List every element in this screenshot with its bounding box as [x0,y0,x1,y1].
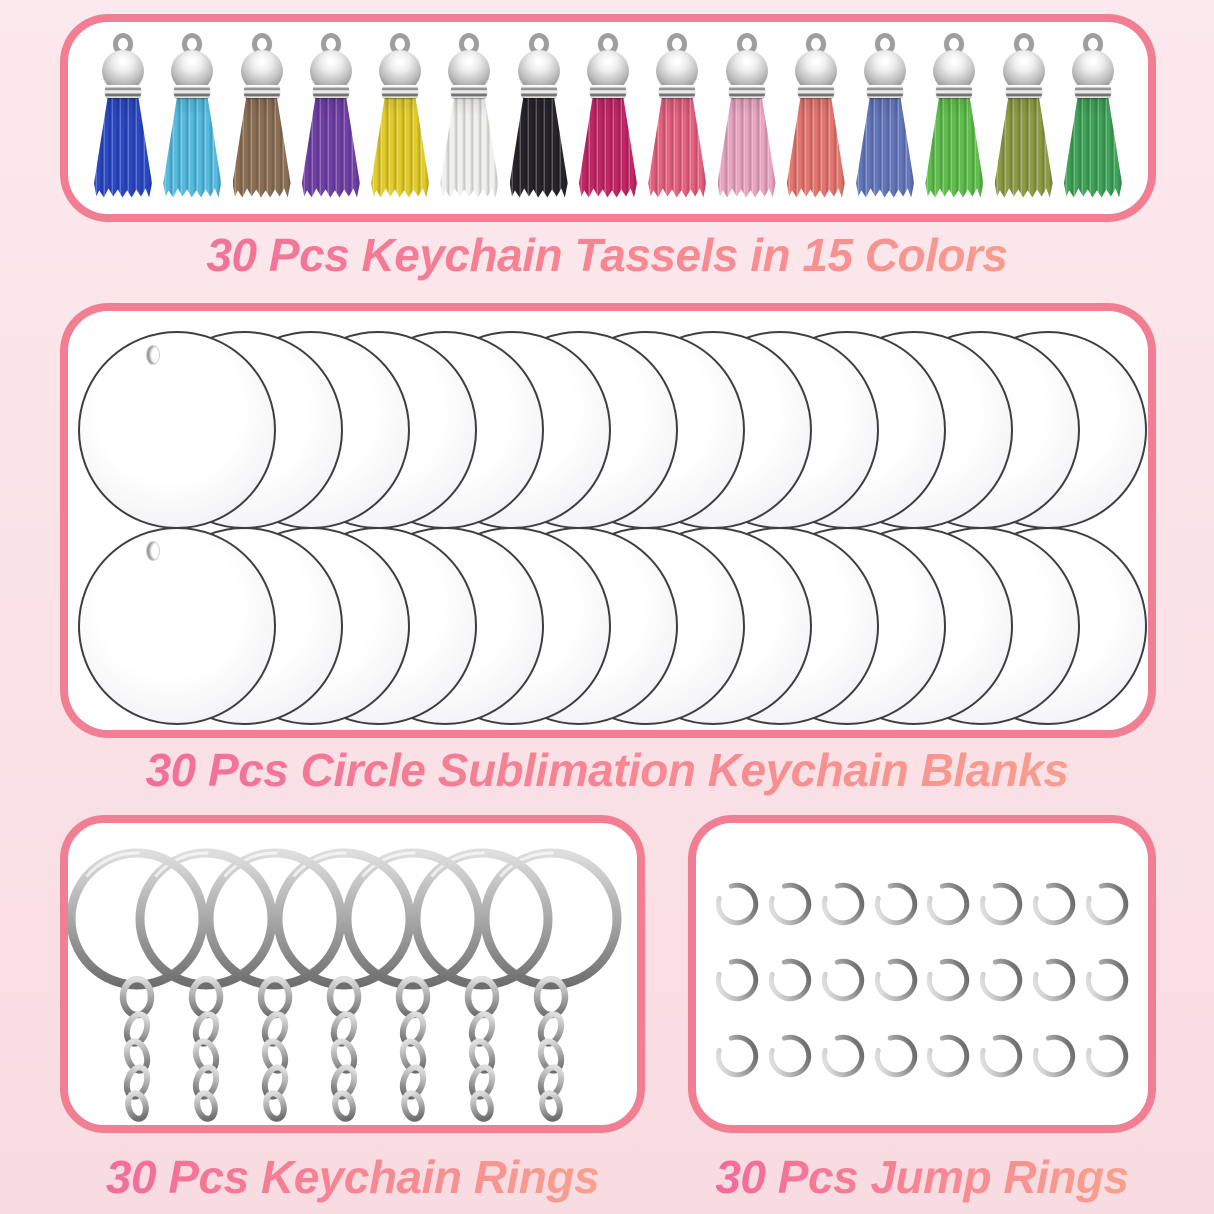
tassel-body [371,96,429,198]
tassel-collar [729,85,765,98]
tassel-purple [302,33,360,198]
jump-ring [712,879,762,929]
keychain-ring [62,845,212,1125]
jump-ring [923,1031,973,1081]
jump-rings-panel [688,815,1156,1133]
tassel-body [440,96,498,198]
jump-ring [871,955,921,1005]
jump-ring [765,879,815,929]
jump-ring [818,955,868,1005]
tassel-magenta [579,33,637,198]
tassel-body [925,96,983,198]
blanks-caption: 30 Pcs Circle Sublimation Keychain Blanks [0,743,1214,798]
jump-ring [818,879,868,929]
tassel-rose-pink [648,33,706,198]
tassel-body [163,96,221,198]
tassel-collar [244,85,280,98]
jump-ring [1082,955,1132,1005]
tassel-coral [787,33,845,198]
jump-ring [1029,879,1079,929]
blank-disc-row [78,331,1156,529]
jump-ring [765,955,815,1005]
tassels-caption: 30 Pcs Keychain Tassels in 15 Colors [0,228,1214,283]
tassel-body [648,96,706,198]
tassel-body [718,96,776,198]
tassel-black [510,33,568,198]
tassel-collar [798,85,834,98]
keyrings-caption: 30 Pcs Keychain Rings [60,1150,645,1205]
tassel-body [856,96,914,198]
tassel-body [579,96,637,198]
tassel-body [233,96,291,198]
tassel-white [440,33,498,198]
tassel-collar [590,85,626,98]
tassel-collar [867,85,903,98]
keychain-blanks-panel [60,303,1156,738]
jump-ring-row [712,879,1132,929]
jump-ring [765,1031,815,1081]
jump-ring [1029,1031,1079,1081]
jump-ring [712,955,762,1005]
tassel-green [1064,33,1122,198]
tassel-body [94,96,152,198]
jump-ring [923,955,973,1005]
disc-hole [146,541,160,561]
jump-ring [871,879,921,929]
tassel-body [787,96,845,198]
tassel-collar [105,85,141,98]
tassel-collar [1075,85,1111,98]
tassel-collar [451,85,487,98]
tassel-bright-green [925,33,983,198]
keyrings-panel [60,815,645,1133]
tassel-royal-blue [94,33,152,198]
tassel-body [995,96,1053,198]
tassel-periwinkle [856,33,914,198]
tassel-brown [233,33,291,198]
jump-ring [818,1031,868,1081]
tassel-collar [1006,85,1042,98]
jump-rings-caption: 30 Pcs Jump Rings [688,1150,1156,1205]
tassel-sky-blue [163,33,221,198]
tassel-body [510,96,568,198]
jump-ring [1029,955,1079,1005]
jump-ring [1082,879,1132,929]
keychain-blank-disc [78,527,276,725]
tassel-collar [521,85,557,98]
tassels-panel [60,14,1156,222]
jump-ring-row [712,1031,1132,1081]
jump-ring-row [712,955,1132,1005]
tassel-light-pink [718,33,776,198]
jump-ring [976,1031,1026,1081]
jump-ring [712,1031,762,1081]
tassel-yellow [371,33,429,198]
jump-ring [923,879,973,929]
tassel-collar [174,85,210,98]
jump-ring [976,955,1026,1005]
tassel-body [1064,96,1122,198]
tassel-olive-green [995,33,1053,198]
tassel-body [302,96,360,198]
jump-ring [1082,1031,1132,1081]
disc-hole [146,345,160,365]
blank-disc-row [78,527,1156,725]
keychain-blank-disc [78,331,276,529]
jump-ring [871,1031,921,1081]
tassel-collar [936,85,972,98]
tassel-collar [382,85,418,98]
tassel-collar [313,85,349,98]
jump-ring [976,879,1026,929]
tassel-collar [659,85,695,98]
